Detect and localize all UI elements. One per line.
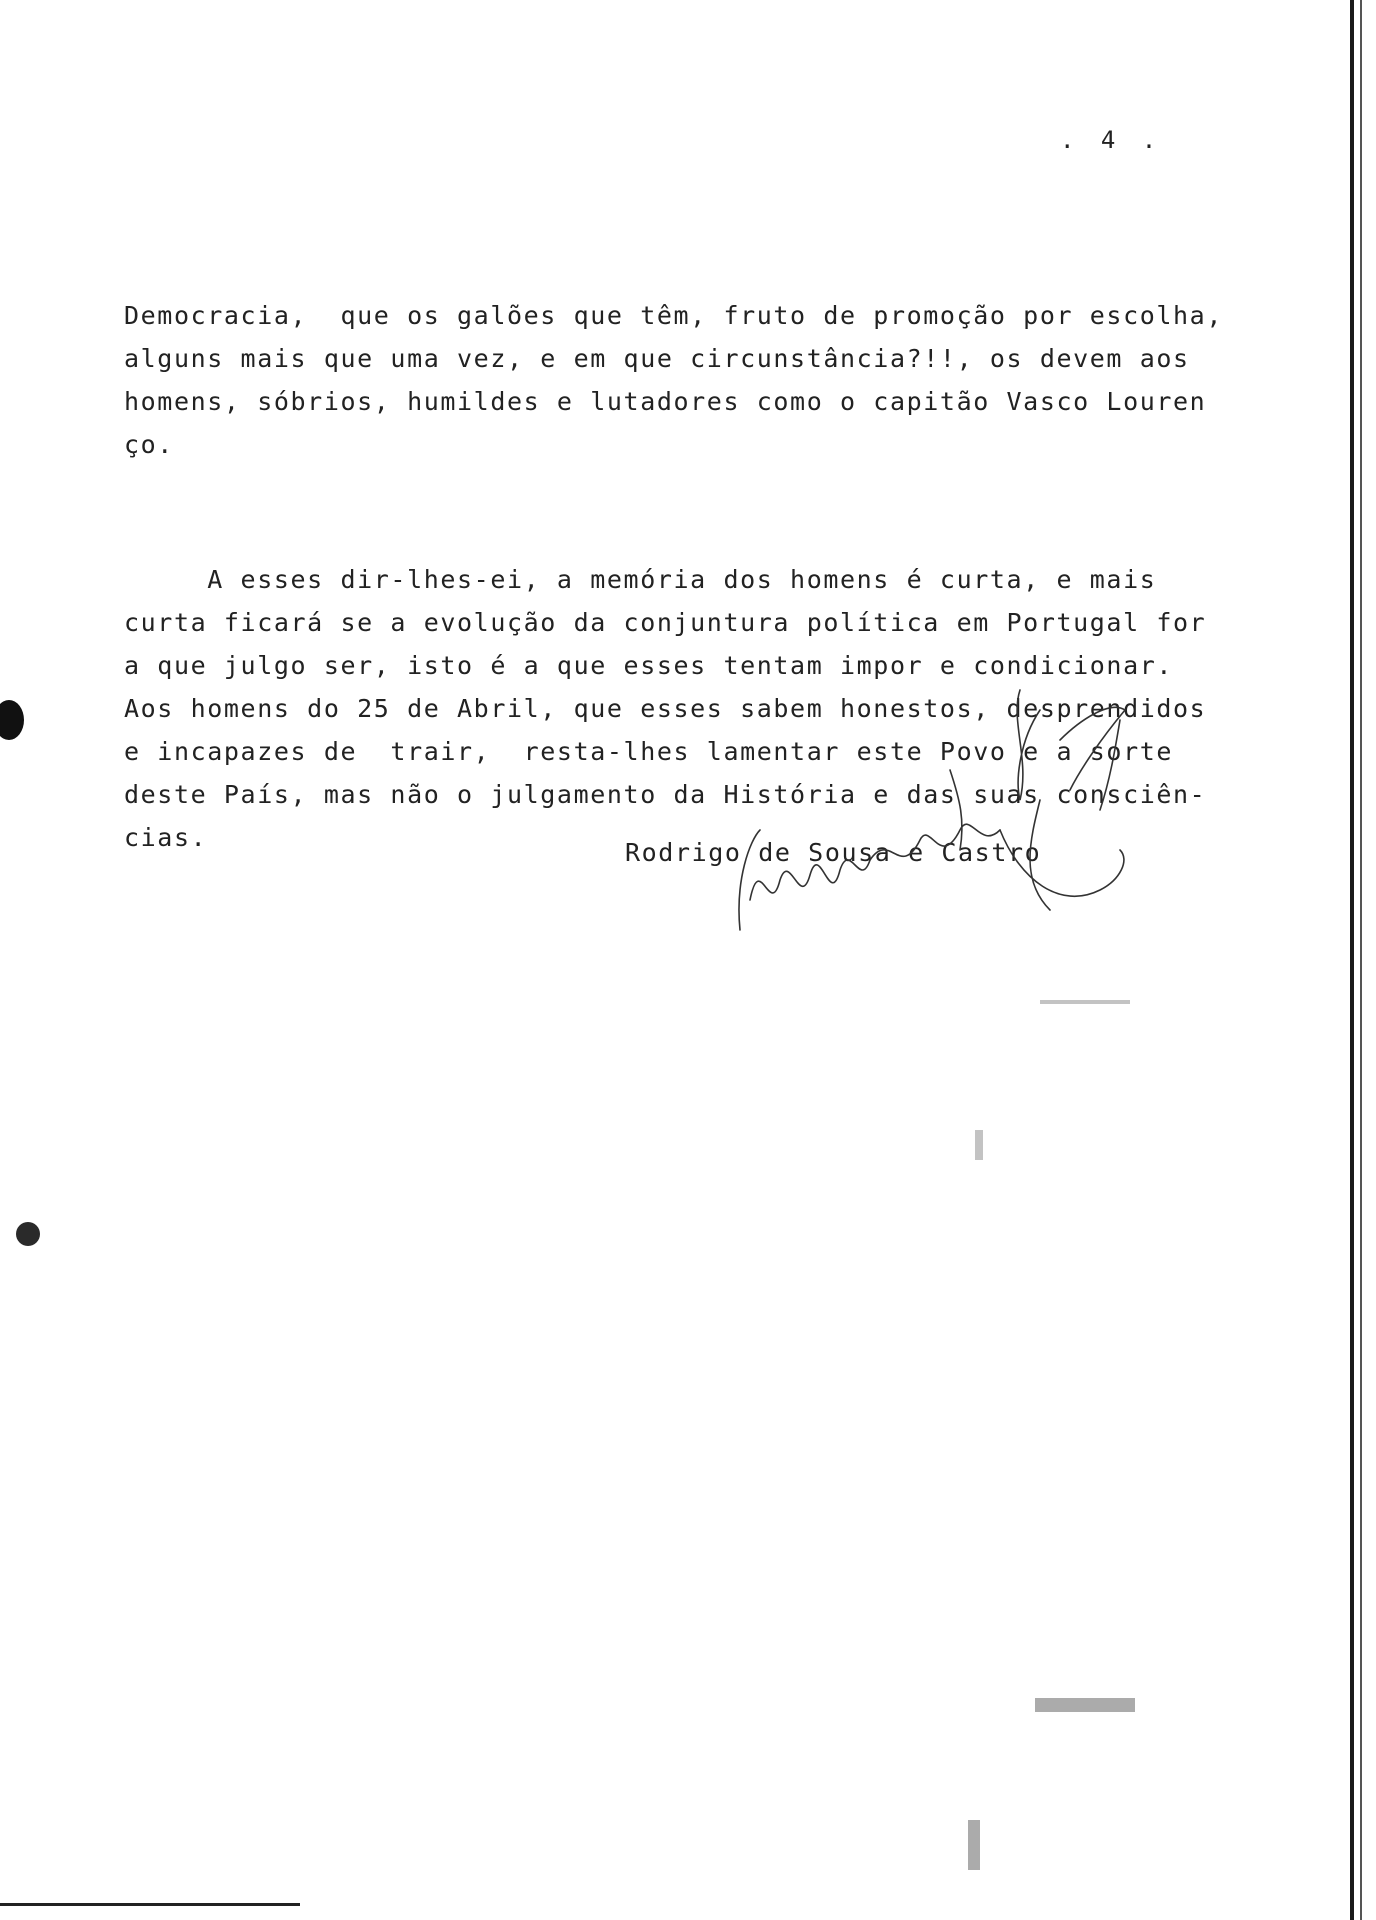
binder-edge-inner — [1360, 0, 1362, 1920]
page-bottom-edge — [0, 1903, 300, 1906]
binder-edge — [1350, 0, 1354, 1920]
scan-speck — [16, 1222, 40, 1246]
text-line: e incapazes de trair, resta-lhes lamentar este Povo e a sorte — [124, 737, 1174, 766]
scan-noise — [975, 1130, 983, 1160]
paragraph-1 — [124, 294, 1224, 466]
text-line: alguns mais que uma vez, e em que circunstância?!!, os devem aos — [124, 344, 1190, 373]
text-line: a que julgo ser, isto é a que esses tentam impor e condicionar. — [124, 651, 1174, 680]
signatory-name: Rodrigo de Sousa e Castro — [625, 838, 1042, 867]
text-line: cias. — [124, 823, 208, 852]
text-line: deste País, mas não o julgamento da História e das suas consciên- — [124, 780, 1207, 809]
text-line: ço. — [124, 430, 174, 459]
text-line: homens, sóbrios, humildes e lutadores como o capitão Vasco Louren — [124, 387, 1207, 416]
text-line: Aos homens do 25 de Abril, que esses sabem honestos, desprendidos — [124, 694, 1207, 723]
text-line: A esses dir-lhes-ei, a memória dos homens é curta, e mais — [124, 565, 1157, 594]
punch-hole — [0, 700, 24, 740]
scan-noise — [968, 1820, 980, 1870]
page-number: . 4 . — [1060, 126, 1163, 154]
text-line: curta ficará se a evolução da conjuntura política em Portugal for — [124, 608, 1207, 637]
scan-noise — [1040, 1000, 1130, 1004]
handwritten-signature — [720, 680, 1140, 980]
text-line: Democracia, que os galões que têm, fruto de promoção por escolha, — [124, 301, 1223, 330]
scan-noise — [1035, 1698, 1135, 1712]
